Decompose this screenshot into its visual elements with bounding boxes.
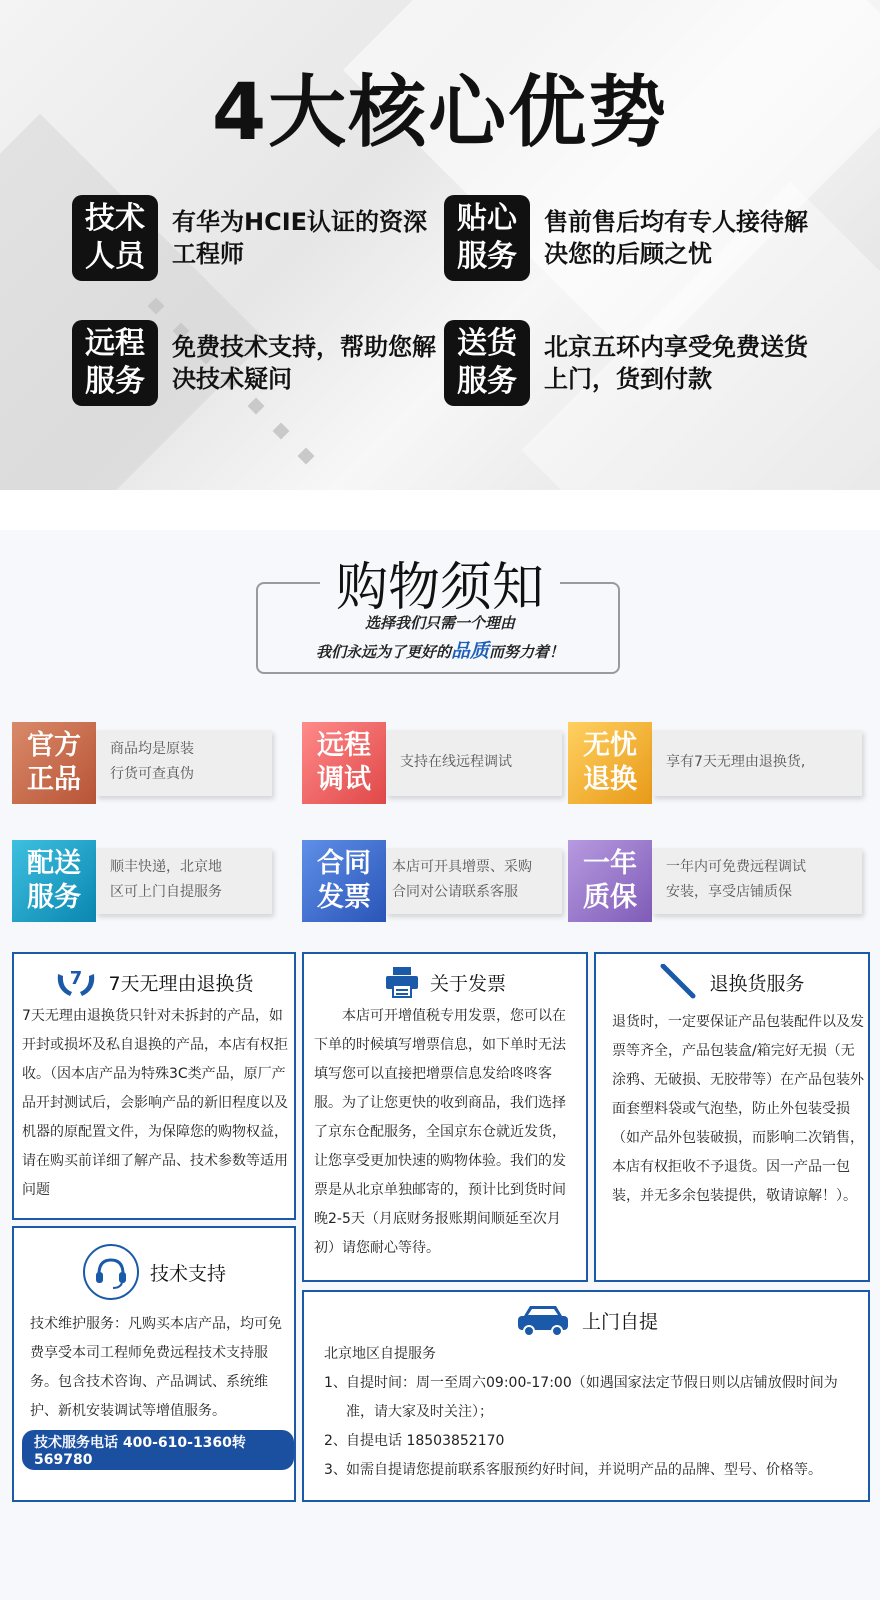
badge-line: 服务 xyxy=(457,239,517,274)
advantage-item xyxy=(72,195,442,281)
box-header xyxy=(14,1242,294,1302)
icon-number: 7 xyxy=(70,968,83,989)
tile-text-line: 商品均是原装 xyxy=(110,741,194,757)
advantage-item xyxy=(72,320,442,406)
hands-7-icon xyxy=(54,964,98,1000)
list-text: 自提时间：周一至周六09:00-17:00（如遇国家法定节假日则以店铺放假时间为准，请大家及时关注）； xyxy=(346,1375,838,1420)
hotline-wrap xyxy=(14,1426,294,1470)
tile-badge-line: 正品 xyxy=(27,764,81,795)
feature-tile xyxy=(568,840,862,922)
feature-tile xyxy=(302,722,562,804)
box-title: 退换货服务 xyxy=(709,972,805,995)
notice-subtitle: 选择我们只需一个理由 xyxy=(364,614,515,632)
tech-support-box xyxy=(12,1226,296,1502)
exchange-service-box xyxy=(594,952,870,1282)
advantage-item xyxy=(444,195,814,281)
tile-badge-line: 配送 xyxy=(27,848,81,879)
pickup-box xyxy=(302,1290,870,1502)
notice-title-text: 购物须知 xyxy=(320,558,560,618)
advantage-badge xyxy=(72,320,158,406)
list-text: 自提电话 18503852170 xyxy=(346,1433,505,1449)
tile-text-line: 安装，享受店铺质保 xyxy=(666,884,792,900)
list-number: 2、 xyxy=(324,1433,347,1449)
invoice-box xyxy=(302,952,588,1282)
tile-badge-line: 远程 xyxy=(317,730,371,761)
box-header xyxy=(596,962,868,1002)
tile-text-line: 享有7天无理由退换货, xyxy=(666,754,806,770)
tile-badge-line: 一年 xyxy=(583,848,637,879)
decor-diamond xyxy=(273,423,290,440)
badge-line: 服务 xyxy=(85,364,145,399)
advantage-badge xyxy=(72,195,158,281)
advantage-item xyxy=(444,320,814,406)
tile-text xyxy=(386,848,562,914)
box-header xyxy=(14,962,294,1002)
box-body: 技术维护服务：凡购买本店产品，均可免费享受本司工程师免费远程技术支持服务。包含技术咨询、产品调试、系统维护、新机安装调试等增值服务。 xyxy=(30,1316,282,1419)
box-title: 技术支持 xyxy=(149,1262,226,1285)
tile-text-line: 行货可查真伪 xyxy=(110,766,194,782)
tile-text xyxy=(386,730,562,796)
tile-badge xyxy=(12,722,96,804)
badge-line: 远程 xyxy=(85,326,145,361)
box-header xyxy=(304,962,586,1002)
box-title: 关于发票 xyxy=(429,972,506,995)
badge-line: 贴心 xyxy=(457,201,517,236)
tile-badge-line: 质保 xyxy=(583,882,637,913)
advantage-badge xyxy=(444,195,530,281)
badge-line: 人员 xyxy=(85,239,145,274)
box-title: 上门自提 xyxy=(581,1310,658,1333)
decor-shape xyxy=(0,114,266,490)
tile-badge xyxy=(12,840,96,922)
list-item xyxy=(324,1456,852,1485)
advantage-desc: 有华为HCIE认证的资深工程师 xyxy=(172,208,428,268)
return-policy-box xyxy=(12,952,296,1220)
tile-text-line: 合同对公请联系客服 xyxy=(392,884,518,900)
box-body: 本店可开增值税专用发票，您可以在下单的时候填写增票信息，如下单时无法填写您可以直接把增票信息发给咚咚客服。为了让您更快的收到商品，我们选择了京东仓配服务，全国京东仓就近发货，让您享受更加快速的购物体验。我们的发票是从北京单独邮寄的，预计比到货时间晚2-5天（月底财务报账期间顺延至次月初）请您耐心等待。 xyxy=(314,1008,566,1256)
advantage-desc: 免费技术支持，帮助您解决技术疑问 xyxy=(172,333,436,393)
notice-subtitle xyxy=(0,636,880,663)
notice-title xyxy=(0,545,880,620)
tile-badge xyxy=(568,722,652,804)
tile-badge-line: 退换 xyxy=(583,764,637,795)
list-number: 1、 xyxy=(324,1375,347,1391)
box-title: 7天无理由退换货 xyxy=(108,972,254,995)
pickup-intro: 北京地区自提服务 xyxy=(324,1346,436,1362)
subtitle-text: 而努力着！ xyxy=(489,643,565,661)
pen-icon xyxy=(659,964,699,1000)
box-body: 退货时，一定要保证产品包装配件以及发票等齐全，产品包装盒/箱完好无损（无涂鸦、无破损、无胶带等）在产品包装外面套塑料袋或气泡垫，防止外包装受损（如产品外包装破损，而影响二次销售，本店有权拒收不予退货。因一产品一包装，并无多余包装提供，敬请谅解！）。 xyxy=(612,1014,864,1204)
banner-title: 4大核心优势 xyxy=(211,68,669,158)
decor-diamond xyxy=(298,448,315,465)
tile-text-line: 本店可开具增票、采购 xyxy=(392,859,532,875)
list-number: 3、 xyxy=(324,1462,347,1478)
tile-badge-line: 发票 xyxy=(317,882,371,913)
advantage-badge xyxy=(444,320,530,406)
box-body: 7天无理由退换货只针对未拆封的产品，如开封或损坏及私自退换的产品，本店有权拒收。（因本店产品为特殊3C类产品，原厂产品开封测试后，会影响产品的新旧程度以及机器的原配置文件，为保障您的购物权益，请在购买前详细了解产品、技术参数等适用问题 xyxy=(22,1008,288,1198)
tile-text xyxy=(652,848,862,914)
subtitle-highlight: 品质 xyxy=(450,640,489,662)
tile-text-line: 支持在线远程调试 xyxy=(400,754,512,770)
tile-badge-line: 无忧 xyxy=(583,730,637,761)
tile-badge xyxy=(302,722,386,804)
tile-badge-line: 官方 xyxy=(27,730,81,761)
tile-badge-line: 服务 xyxy=(27,882,81,913)
car-icon xyxy=(514,1302,572,1338)
tile-badge-line: 合同 xyxy=(317,848,371,879)
feature-tile xyxy=(302,840,562,922)
feature-tile xyxy=(12,840,272,922)
tile-badge xyxy=(568,840,652,922)
badge-line: 服务 xyxy=(457,364,517,399)
list-item xyxy=(324,1369,852,1427)
hotline-badge: 技术服务电话 400-610-1360转569780 xyxy=(22,1430,294,1470)
subtitle-text: 我们永远为了更好的 xyxy=(315,643,451,661)
box-header xyxy=(304,1300,868,1340)
tile-badge xyxy=(302,840,386,922)
feature-tile xyxy=(568,722,862,804)
advantage-desc: 售前售后均有专人接待解决您的后顾之忧 xyxy=(544,208,808,268)
printer-icon xyxy=(384,965,420,999)
badge-line: 技术 xyxy=(85,201,145,236)
tile-text xyxy=(652,730,862,796)
list-item xyxy=(324,1427,852,1456)
advantage-desc: 北京五环内享受免费送货上门，货到付款 xyxy=(544,333,808,393)
tile-text-line: 区可上门自提服务 xyxy=(110,884,222,900)
box-body xyxy=(304,1340,868,1485)
badge-line: 送货 xyxy=(457,326,517,361)
tile-text xyxy=(96,730,272,796)
tile-text xyxy=(96,848,272,914)
tile-text-line: 顺丰快递，北京地 xyxy=(110,859,222,875)
list-text: 如需自提请您提前联系客服预约好时间，并说明产品的品牌、型号、价格等。 xyxy=(346,1462,822,1478)
advantages-banner xyxy=(0,0,880,490)
feature-tile xyxy=(12,722,272,804)
tile-badge-line: 调试 xyxy=(317,764,371,795)
headset-icon xyxy=(82,1243,140,1301)
tile-text-line: 一年内可免费远程调试 xyxy=(666,859,806,875)
